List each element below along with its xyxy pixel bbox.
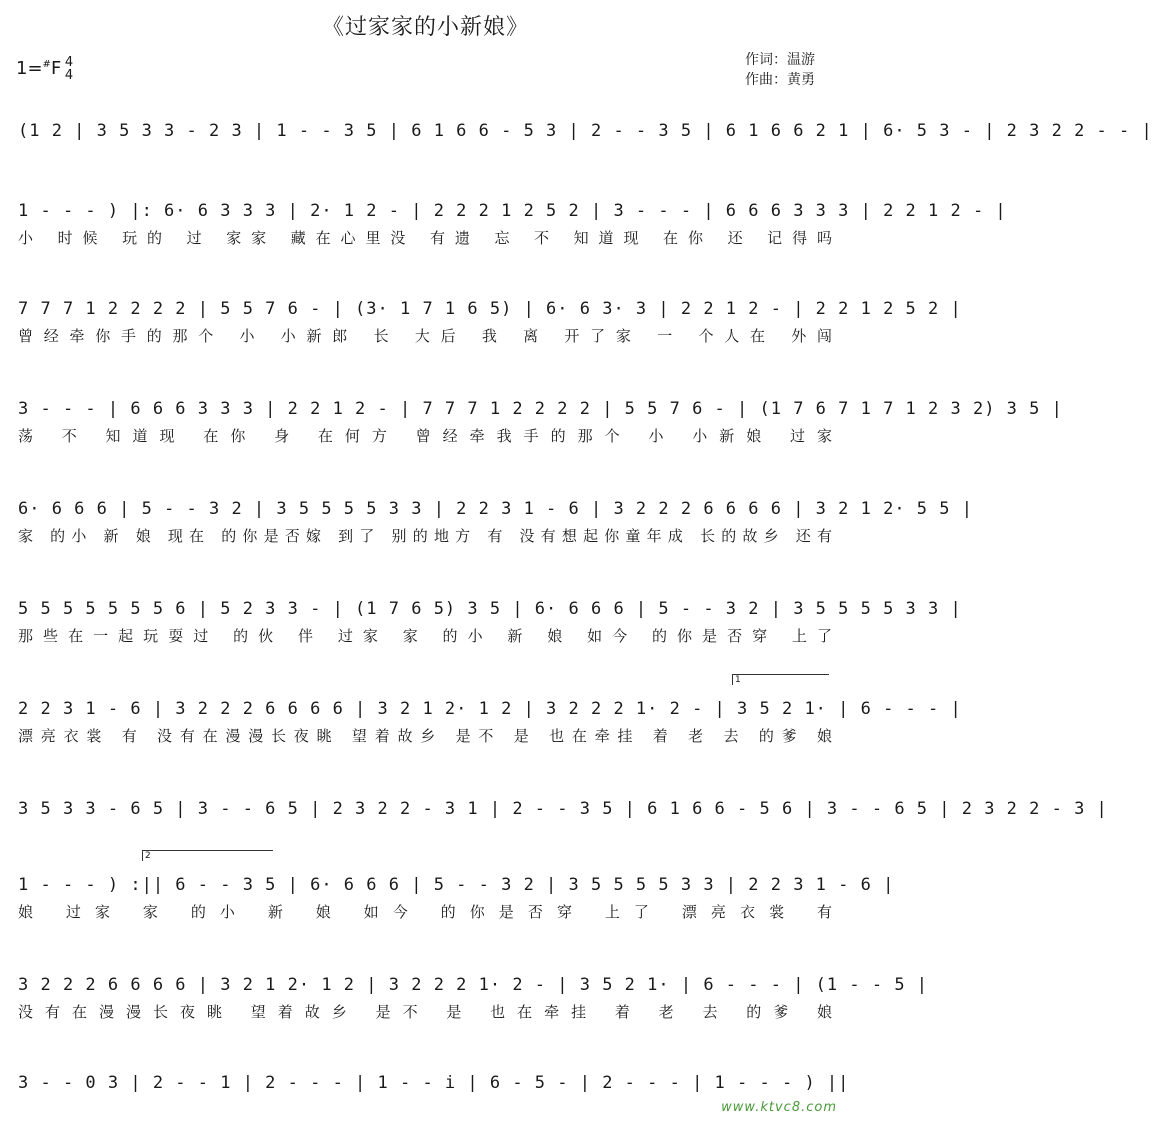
notes-line: 3 - - - | 6 6 6 3 3 3 | 2 2 1 2 - | 7 7 7 1 2 2 2 2 | 5 5 7 6 - | (1 7 6 7 1 7 1 2 3 2) 3 5 | [18,399,1063,419]
song-title: 《过家家的小新娘》 [321,15,529,40]
score-row-6 [18,598,962,658]
score-row-11 [18,1072,850,1132]
score-row-8 [18,798,1108,858]
notes-line: 3 2 2 2 6 6 6 6 | 3 2 1 2· 1 2 | 3 2 2 2 1· 2 - | 3 5 2 1· | 6 - - - | (1 - - 5 | [18,975,929,995]
meter-top: 4 [64,55,74,70]
score-row-7 [18,698,962,758]
notes-line: 5 5 5 5 5 5 5 6 | 5 2 3 3 - | (1 7 6 5) 3 5 | 6· 6 6 6 | 5 - - 3 2 | 3 5 5 5 5 3 3 | [18,599,962,619]
site-watermark: www.ktvc8.com [721,1100,837,1115]
notes-line: 1 - - - ) |: 6· 6 3 3 3 | 2· 1 2 - | 2 2 2 1 2 5 2 | 3 - - - | 6 6 6 3 3 3 | 2 2 1 2 - | [18,201,1007,221]
credits [745,50,815,90]
key-signature [16,58,61,79]
score-row-5 [18,498,973,558]
notes-line: 2 2 3 1 - 6 | 3 2 2 2 6 6 6 6 | 3 2 1 2· 1 2 | 3 2 2 2 1· 2 - | 3 5 2 1· | 6 - - - | [18,699,962,719]
notes-line: 3 5 3 3 - 6 5 | 3 - - 6 5 | 2 3 2 2 - 3 1 | 2 - - 3 5 | 6 1 6 6 - 5 6 | 3 - - 6 5 | 2 3 2 2 - 3 | [18,799,1108,819]
score-row-4 [18,398,1063,458]
lyrics-line: 漂亮衣裳 有 没有在漫漫长夜眺 望着故乡 是不 是 也在牵挂 着 老 去 的爹 娘 [18,727,833,745]
lyrics-line: 那些在一起玩耍过 的伙 伴 过家 家 的小 新 娘 如今 的你是否穿 上了 [18,627,833,645]
notes-line: 6· 6 6 6 | 5 - - 3 2 | 3 5 5 5 5 3 3 | 2 2 3 1 - 6 | 3 2 2 2 6 6 6 6 | 3 2 1 2· 5 5 | [18,499,973,519]
time-signature [62,56,76,82]
lyrics-line: 娘 过家 家 的小 新 娘 如今 的你是否穿 上了 漂亮衣裳 有 [18,903,833,921]
notes-line: 1 - - - ) :|| 6 - - 3 5 | 6· 6 6 6 | 5 - - 3 2 | 3 5 5 5 5 3 3 | 2 2 3 1 - 6 | [18,875,895,895]
lyrics-line: 小 时候 玩的 过 家家 藏在心里没 有遗 忘 不 知道现 在你 还 记得吗 [18,229,833,247]
score-row-1 [18,120,1153,180]
lyrics-line: 荡 不 知道现 在你 身 在何方 曾经牵我手的那个 小 小新娘 过家 [18,427,833,445]
meter-bottom: 4 [64,68,74,83]
lyrics-line: 没有在漫漫长夜眺 望着故乡 是不 是 也在牵挂 着 老 去 的爹 娘 [18,1003,833,1021]
lyrics-line: 曾经牵你手的那个 小 小新郎 长 大后 我 离 开了家 一 个人在 外闯 [18,327,833,345]
score-row-3 [18,298,962,358]
first-ending-bracket: 1 [732,674,829,685]
notes-line: (1 2 | 3 5 3 3 - 2 3 | 1 - - 3 5 | 6 1 6 6 - 5 3 | 2 - - 3 5 | 6 1 6 6 2 1 | 6· 5 3 - | 2 3 2 2 - - | [18,121,1153,141]
score-row-2 [18,200,1007,260]
lyricist-credit: 作词：温游 [745,52,815,68]
score-row-9 [18,874,895,934]
lyrics-line: 家 的小 新 娘 现在 的你是否嫁 到了 别的地方 有 没有想起你童年成 长的故乡 还有 [18,527,833,545]
notes-line: 7 7 7 1 2 2 2 2 | 5 5 7 6 - | (3· 1 7 1 6 5) | 6· 6 3· 3 | 2 2 1 2 - | 2 2 1 2 5 2 | [18,299,962,319]
sharp-sign: # [42,59,51,70]
key-note: F [50,58,62,79]
composer-credit: 作曲：黄勇 [745,72,815,88]
second-ending-bracket: 2 [142,850,273,861]
notes-line: 3 - - 0 3 | 2 - - 1 | 2 - - - | 1 - - i | 6 - 5 - | 2 - - - | 1 - - - ) || [18,1073,850,1093]
score-row-10 [18,974,929,1034]
key-prefix: 1= [16,58,43,79]
